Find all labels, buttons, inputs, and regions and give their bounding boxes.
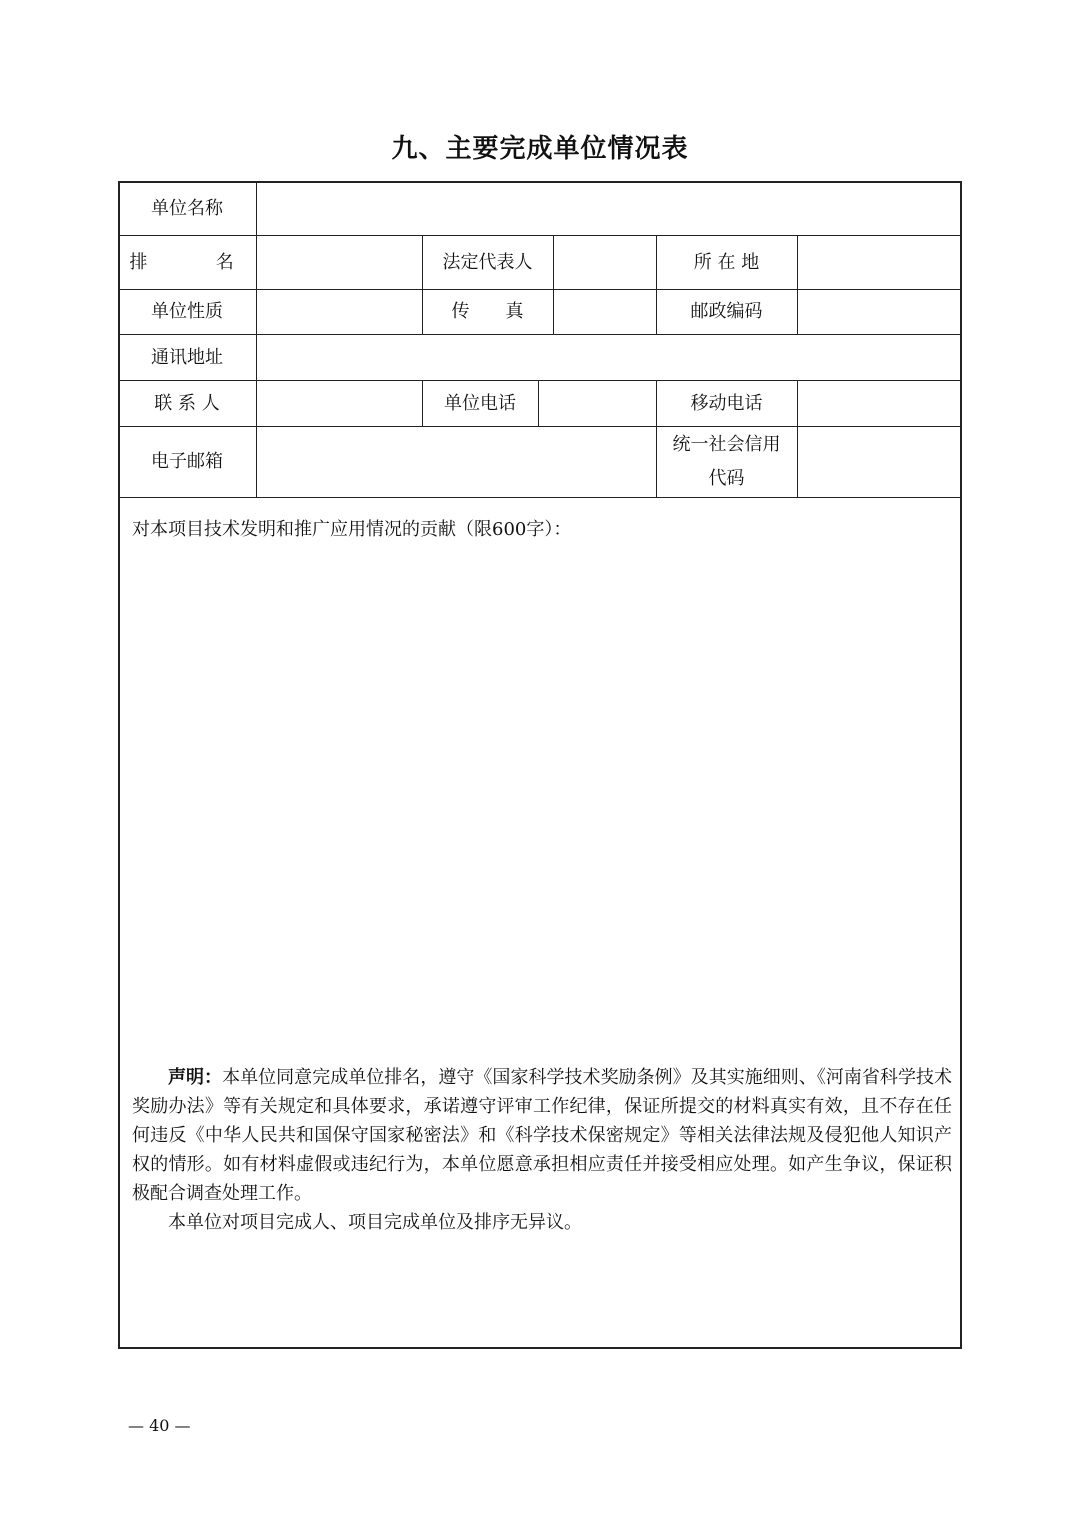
- declaration-body: 本单位同意完成单位排名，遵守《国家科学技术奖励条例》及其实施细则、《河南省科学技术奖励办法》等有关规定和具体要求，承诺遵守评审工作纪律，保证所提交的材料真实有效，且不存在任何违反《中华人民共和国保守国家秘密法》和《科学技术保密规定》等相关法律法规及侵犯他人知识产权的情形。如有材料虚假或违纪行为，本单位愿意承担相应责任并接受相应处理。如产生争议，保证积极配合调查处理工作。: [132, 1067, 953, 1204]
- location-field[interactable]: [797, 235, 962, 289]
- declaration-no-objection: 本单位对项目完成人、项目完成单位及排序无异议。: [168, 1212, 582, 1233]
- unit-phone-field[interactable]: [538, 380, 656, 426]
- unit-name-field[interactable]: [256, 181, 962, 235]
- contact-person-field[interactable]: [256, 380, 422, 426]
- contribution-label: 对本项目技术发明和推广应用情况的贡献（限600字）：: [132, 519, 572, 540]
- declaration-paragraph: [132, 1063, 952, 1208]
- unit-name-label: 单位名称: [151, 197, 223, 219]
- credit-code-label-line2: 代码: [708, 467, 745, 489]
- unit-nature-label: 单位性质: [151, 301, 223, 322]
- fax-field[interactable]: [553, 289, 656, 334]
- address-label: 通讯地址: [151, 346, 223, 368]
- mobile-phone-label: 移动电话: [690, 392, 763, 414]
- page-number: — 40 —: [128, 1416, 191, 1435]
- credit-code-field[interactable]: [797, 426, 962, 497]
- unit-nature-field[interactable]: [256, 289, 422, 334]
- page-title: 九、主要完成单位情况表: [391, 134, 689, 164]
- credit-code-label-line1: 统一社会信用: [672, 433, 781, 455]
- mobile-phone-field[interactable]: [797, 380, 962, 426]
- postal-code-field[interactable]: [797, 289, 962, 334]
- contact-person-label: 联 系 人: [154, 392, 220, 414]
- rank-label: 排 名: [129, 251, 245, 273]
- postal-code-label: 邮政编码: [690, 301, 763, 322]
- declaration-lead: 声明：: [168, 1067, 223, 1088]
- legal-representative-label: 法定代表人: [442, 251, 533, 273]
- credit-code-label: [656, 426, 797, 497]
- unit-phone-label: 单位电话: [444, 392, 516, 414]
- contribution-text-area[interactable]: [120, 545, 960, 1045]
- fax-label: 传 真: [451, 301, 524, 322]
- email-field[interactable]: [256, 426, 656, 497]
- declaration: [132, 1063, 952, 1237]
- email-label: 电子邮箱: [151, 451, 223, 472]
- address-field[interactable]: [256, 334, 962, 380]
- rank-field[interactable]: [256, 235, 422, 289]
- legal-representative-field[interactable]: [553, 235, 656, 289]
- row-divider: [118, 497, 962, 498]
- location-label: 所 在 地: [693, 251, 760, 273]
